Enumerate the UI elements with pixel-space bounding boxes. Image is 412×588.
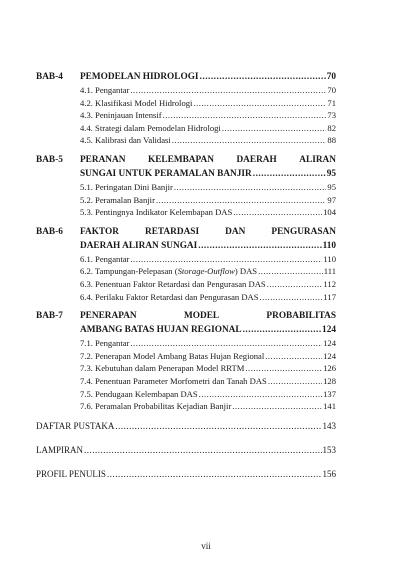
dot-leader	[260, 291, 323, 304]
backmatter-entry[interactable]	[36, 419, 336, 433]
chapter-entry	[36, 153, 336, 219]
dot-leader	[258, 265, 323, 278]
dot-leader	[193, 97, 326, 110]
chapter-number: BAB-5	[36, 154, 63, 165]
dot-leader	[200, 70, 326, 84]
backmatter-entry[interactable]	[36, 467, 336, 481]
page-ref: 82	[327, 122, 336, 133]
page-ref: 128	[323, 375, 336, 386]
page-ref: 137	[323, 388, 336, 399]
chapter-title-line	[80, 239, 336, 253]
chapter-title-word: KELEMBAPAN	[147, 154, 214, 165]
entry-title: LAMPIRAN	[36, 444, 84, 455]
chapter-title-word: FAKTOR	[80, 226, 119, 237]
section-entry[interactable]	[80, 400, 336, 413]
entry-title: 5.2. Peramalan Banjir	[80, 194, 155, 205]
page-ref: 110	[322, 240, 336, 251]
entry-title: 6.3. Penentuan Faktor Retardasi dan Pengurasan DAS	[80, 278, 266, 289]
page-ref: 95	[327, 181, 336, 192]
chapter-title-text: PEMODELAN HIDROLOGI	[80, 72, 199, 82]
entry-title: 6.1. Pengantar	[80, 253, 130, 264]
section-entry[interactable]	[80, 291, 336, 304]
chapter-title	[80, 309, 336, 337]
chapter-number: BAB-7	[36, 311, 63, 322]
chapter-title-line	[80, 153, 336, 167]
chapter-title-word: PROBABILITAS	[266, 311, 336, 322]
page-ref: 112	[323, 278, 336, 289]
chapter-title	[80, 70, 336, 84]
page-ref: 156	[322, 468, 336, 479]
chapter-title-word: ALIRAN	[299, 154, 336, 165]
section-entry[interactable]	[80, 278, 336, 291]
chapter-title-line	[80, 323, 336, 337]
chapter-title-line	[80, 309, 336, 323]
page-ref: 71	[327, 97, 336, 108]
section-entry[interactable]	[80, 134, 336, 147]
entry-title: 7.6. Peramalan Probabilitas Kejadian Banjir	[80, 401, 232, 412]
section-entry[interactable]	[80, 337, 336, 350]
entry-title: 5.1. Peringatan Dini Banjir	[80, 181, 173, 192]
dot-leader	[233, 206, 322, 219]
entry-title: 4.1. Pengantar	[80, 85, 130, 95]
dot-leader	[156, 194, 326, 207]
page-ref: 153	[322, 444, 336, 455]
dot-leader	[268, 375, 322, 388]
chapter-heading[interactable]	[36, 309, 336, 337]
section-list	[80, 253, 336, 303]
entry-title: 7.1. Pengantar	[80, 338, 130, 349]
section-entry[interactable]	[80, 362, 336, 375]
table-of-contents	[36, 70, 336, 491]
chapter-title-word: PENGURASAN	[271, 226, 336, 237]
page-ref: 111	[323, 266, 336, 277]
dot-leader	[115, 419, 321, 433]
chapter-title	[80, 225, 336, 253]
entry-title: DAFTAR PUSTAKA	[36, 420, 115, 431]
dot-leader	[163, 109, 327, 122]
chapter-number: BAB-4	[36, 72, 63, 82]
page-ref: 124	[322, 325, 336, 336]
entry-title: 4.2. Klasifikasi Model Hidrologi	[80, 97, 193, 108]
entry-title: 5.3. Pentingnya Indikator Kelembapan DAS	[80, 207, 233, 218]
chapter-title-text: AMBANG BATAS HUJAN REGIONAL	[80, 325, 242, 336]
entry-title	[80, 265, 257, 278]
dot-leader	[243, 323, 321, 337]
chapter-heading[interactable]	[36, 225, 336, 253]
chapter-title-text: DAERAH ALIRAN SUNGAI	[80, 240, 198, 251]
dot-leader	[174, 181, 327, 194]
page-ref: 70	[327, 85, 336, 95]
chapter-title-word: DAERAH	[236, 154, 277, 165]
page-ref: 110	[323, 253, 336, 264]
dot-leader	[222, 122, 327, 135]
section-entry[interactable]	[80, 109, 336, 122]
entry-title: 6.4. Perilaku Faktor Retardasi dan Pengurasan DAS	[80, 291, 259, 302]
entry-title: PROFIL PENULIS	[36, 468, 106, 479]
section-entry[interactable]	[80, 194, 336, 207]
section-entry[interactable]	[80, 122, 336, 135]
dot-leader	[199, 388, 322, 401]
chapter-title	[80, 153, 336, 181]
section-entry[interactable]	[80, 206, 336, 219]
entry-title: 7.5. Pendugaan Kelembapan DAS	[80, 388, 198, 399]
section-list	[80, 84, 336, 147]
entry-title: 7.3. Kebutuhan dalam Penerapan Model RRTM	[80, 363, 245, 374]
page-ref: 97	[327, 194, 336, 205]
section-entry[interactable]	[80, 97, 336, 110]
section-entry[interactable]	[80, 84, 336, 97]
page-number: vii	[201, 541, 211, 551]
page-ref: 104	[323, 207, 336, 218]
section-entry[interactable]	[80, 388, 336, 401]
dot-leader	[84, 443, 321, 457]
chapter-title-word: PERANAN	[80, 154, 126, 165]
page-ref: 124	[323, 338, 336, 349]
dot-leader	[232, 400, 322, 413]
dot-leader	[130, 84, 326, 97]
dot-leader	[265, 350, 322, 363]
entry-title: 7.2. Penerapan Model Ambang Batas Hujan Regional	[80, 350, 265, 361]
entry-title: 4.4. Strategi dalam Pemodelan Hidrologi	[80, 122, 221, 133]
chapter-entry	[36, 225, 336, 303]
dot-leader	[245, 362, 322, 375]
page-ref: 117	[323, 291, 336, 302]
section-list	[80, 337, 336, 413]
section-entry[interactable]	[80, 350, 336, 363]
section-list	[80, 181, 336, 219]
chapter-title-word: DAN	[225, 226, 246, 237]
chapter-title-word: RETARDASI	[145, 226, 200, 237]
section-entry[interactable]	[80, 181, 336, 194]
page-ref: 88	[327, 135, 336, 146]
chapter-heading[interactable]	[36, 70, 336, 84]
entry-title: 4.3. Peninjauan Intensif	[80, 110, 162, 121]
chapter-title-word: PENERAPAN	[80, 311, 137, 322]
chapter-entry	[36, 309, 336, 413]
chapter-title-line	[80, 70, 336, 84]
entry-title-italic: Storage-Outflow	[177, 266, 235, 277]
page-ref: 73	[327, 110, 336, 121]
chapter-number: BAB-6	[36, 226, 63, 237]
chapter-entry	[36, 70, 336, 147]
entry-title-part: 6.2. Tampungan-Pelepasan (	[80, 266, 178, 277]
dot-leader	[107, 467, 322, 481]
page-ref: 95	[326, 168, 336, 179]
chapter-title-line	[80, 167, 336, 181]
dot-leader	[253, 167, 326, 181]
section-entry[interactable]	[80, 253, 336, 266]
entry-title: 7.4. Penentuan Parameter Morfometri dan Tanah DAS	[80, 375, 267, 386]
chapter-title-line	[80, 225, 336, 239]
dot-leader	[267, 278, 323, 291]
dot-leader	[130, 253, 322, 266]
page-ref: 143	[322, 420, 336, 431]
dot-leader	[130, 337, 322, 350]
section-entry[interactable]	[80, 265, 336, 278]
chapter-title-word: MODEL	[183, 311, 220, 322]
page-ref: 141	[323, 401, 336, 412]
page-ref: 124	[323, 350, 336, 361]
dot-leader	[198, 239, 321, 253]
backmatter-entry[interactable]	[36, 443, 336, 457]
section-entry[interactable]	[80, 375, 336, 388]
chapter-title-text: SUNGAI UNTUK PERAMALAN BANJIR	[80, 168, 252, 179]
entry-title-part: ) DAS	[234, 266, 258, 277]
page-ref: 126	[323, 363, 336, 374]
entry-title: 4.5. Kalibrasi dan Validasi	[80, 135, 171, 146]
chapter-heading[interactable]	[36, 153, 336, 181]
page-ref: 70	[326, 72, 336, 82]
dot-leader	[172, 134, 327, 147]
